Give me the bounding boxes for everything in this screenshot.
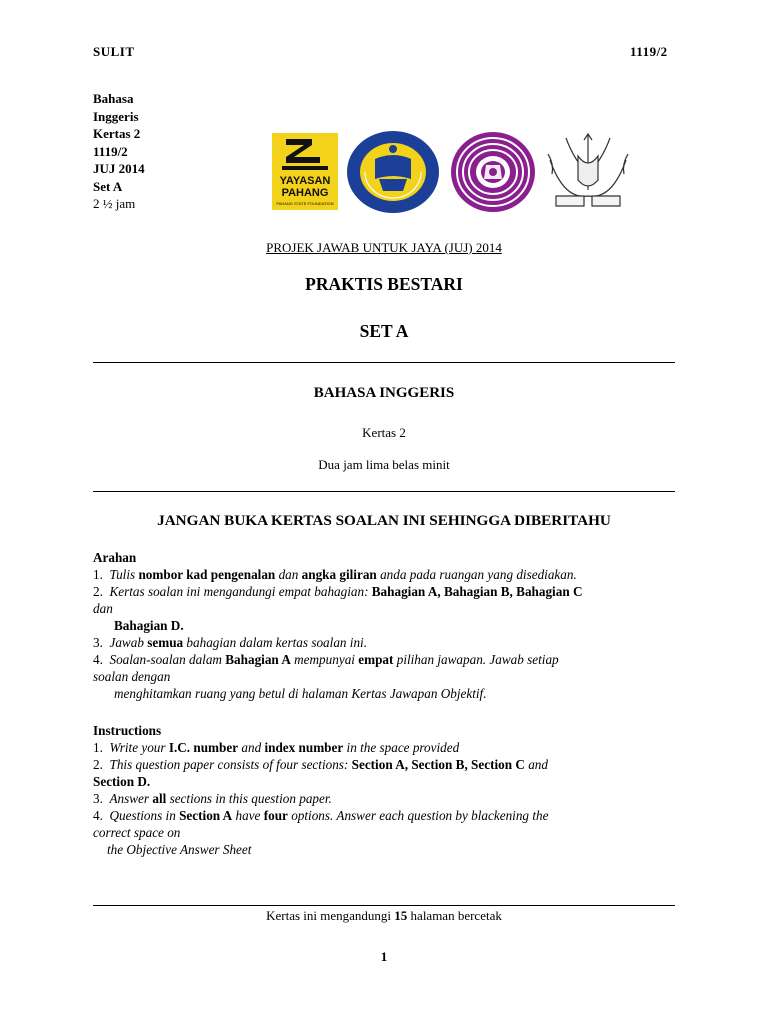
instructions-item-4: 4. Questions in Section A have four options. Answer each question by blackening the correct space on [93,808,549,840]
instructions-item-4-continued: the Objective Answer Sheet [107,842,252,857]
page-count-note: Kertas ini mengandungi 15 halaman bercetak [266,908,502,923]
paper-meta [93,90,145,213]
divider-top [93,362,675,363]
jabatan-pelajaran-pahang-logo [345,129,441,215]
arahan-item-2: 2. Kertas soalan ini mengandungi empat bahagian: Bahagian A, Bahagian B, Bahagian C dan [93,584,583,616]
arahan-item-4: 4. Soalan-soalan dalam Bahagian A mempunyai empat pilihan jawapan. Jawab setiap soalan dengan [93,652,559,684]
set-title: SET A [359,321,409,341]
project-name-text: PROJEK JAWAB UNTUK JAYA (JUJ) 2014 [266,240,502,255]
instructions-item-2: 2. This question paper consists of four sections: Section A, Section B, Section C and Section D. [93,757,548,789]
project-name [93,240,675,256]
meta-code: 1119/2 [93,143,128,159]
meta-juj: JUJ 2014 [93,161,145,176]
subject-title: BAHASA INGGERIS [313,385,455,401]
duration-label: Dua jam lima belas minit [318,457,450,472]
instructions-item-3: 3. Answer all sections in this question paper. [93,791,332,806]
warning-text: JANGAN BUKA KERTAS SOALAN INI SEHINGGA DIBERITAHU [157,512,611,529]
instructions-heading: Instructions [93,723,162,738]
divider-footer [93,905,675,906]
paper-label: Kertas 2 [362,425,406,440]
arahan-section [93,549,683,702]
instructions-item-1: 1. Write your I.C. number and index number in the space provided [93,740,460,755]
meta-paper: Kertas 2 [93,126,141,141]
instructions-section [93,722,683,858]
arahan-heading: Arahan [93,550,137,565]
pahang-state-crest [544,130,632,214]
meta-set: Set A [93,178,123,194]
yayasan-small: PAHANG STATE FOUNDATION [276,201,334,206]
arahan-item-3: 3. Jawab semua bahagian dalam kertas soalan ini. [93,635,368,650]
meta-subject-line1: Bahasa [93,91,134,106]
yayasan-pahang-logo [272,133,338,210]
purple-circle-logo [450,131,536,213]
meta-subject-line2: Inggeris [93,108,139,124]
yayasan-line2: PAHANG [281,187,329,199]
page-number: 1 [380,949,388,964]
header-sulit: SULIT [93,44,135,59]
arahan-item-4-continued: menghitamkan ruang yang betul di halaman Kertas Jawapan Objektif. [114,686,487,701]
yayasan-line1: YAYASAN [279,175,331,187]
page-title: PRAKTIS BESTARI [305,274,463,294]
divider-middle [93,491,675,492]
arahan-item-1: 1. Tulis nombor kad pengenalan dan angka giliran anda pada ruangan yang disediakan. [93,567,577,582]
arahan-item-2-continued: Bahagian D. [114,618,184,633]
meta-time: 2 ½ jam [93,196,136,211]
header-code: 1119/2 [630,44,668,59]
